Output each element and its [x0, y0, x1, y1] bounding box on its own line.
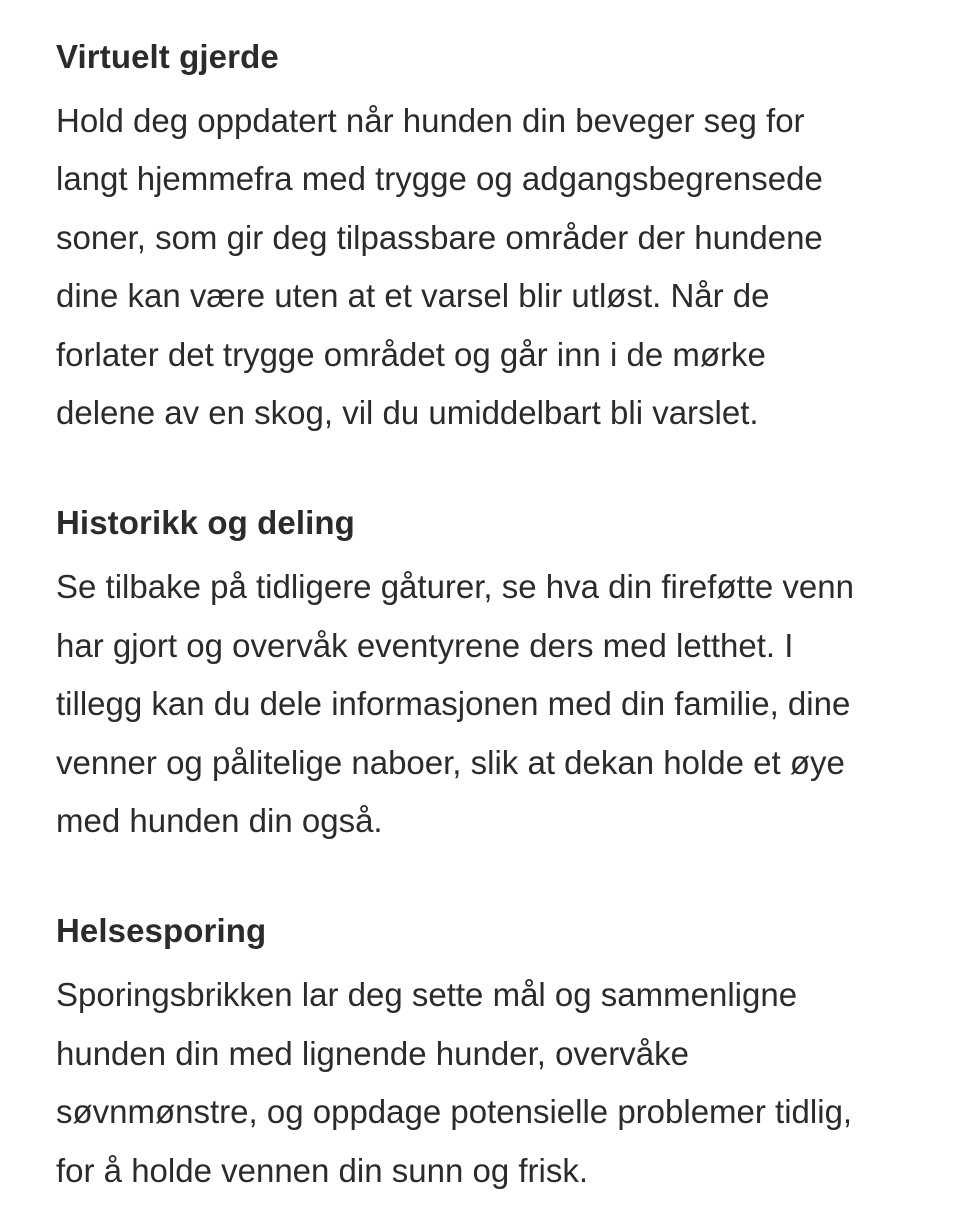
section-title: Historikk og deling: [56, 504, 355, 542]
body-line: delene av en skog, vil du umiddelbart bli varslet.: [56, 394, 759, 432]
body-line: søvnmønstre, og oppdage potensielle problemer tidlig,: [56, 1093, 853, 1131]
section-body: [56, 966, 916, 1200]
body-line: dine kan være uten at et varsel blir utløst. Når de: [56, 277, 770, 315]
body-line: Se tilbake på tidligere gåturer, se hva din fireføtte venn: [56, 568, 854, 606]
section-body: [56, 558, 916, 850]
body-line: har gjort og overvåk eventyrene ders med letthet. I: [56, 626, 794, 664]
body-line: soner, som gir deg tilpassbare områder der hundene: [56, 218, 823, 256]
section-health-tracking: [56, 908, 916, 1200]
body-line: Sporingsbrikken lar deg sette mål og sammenligne: [56, 976, 798, 1014]
section-body: [56, 92, 916, 442]
body-line: langt hjemmefra med trygge og adgangsbegrensede: [56, 160, 823, 198]
body-line: venner og pålitelige naboer, slik at dekan holde et øye: [56, 743, 845, 781]
body-line: hunden din med lignende hunder, overvåke: [56, 1034, 689, 1072]
section-virtual-fence: [56, 34, 916, 442]
body-line: tillegg kan du dele informasjonen med din familie, dine: [56, 685, 851, 723]
section-history-sharing: [56, 500, 916, 850]
section-title: Helsesporing: [56, 912, 267, 950]
body-line: med hunden din også.: [56, 802, 383, 840]
body-line: Hold deg oppdatert når hunden din beveger seg for: [56, 102, 805, 139]
article-content: [56, 34, 916, 1200]
section-title: Virtuelt gjerde: [56, 38, 279, 75]
body-line: forlater det trygge området og går inn i de mørke: [56, 335, 766, 373]
body-line: for å holde vennen din sunn og frisk.: [56, 1151, 589, 1189]
